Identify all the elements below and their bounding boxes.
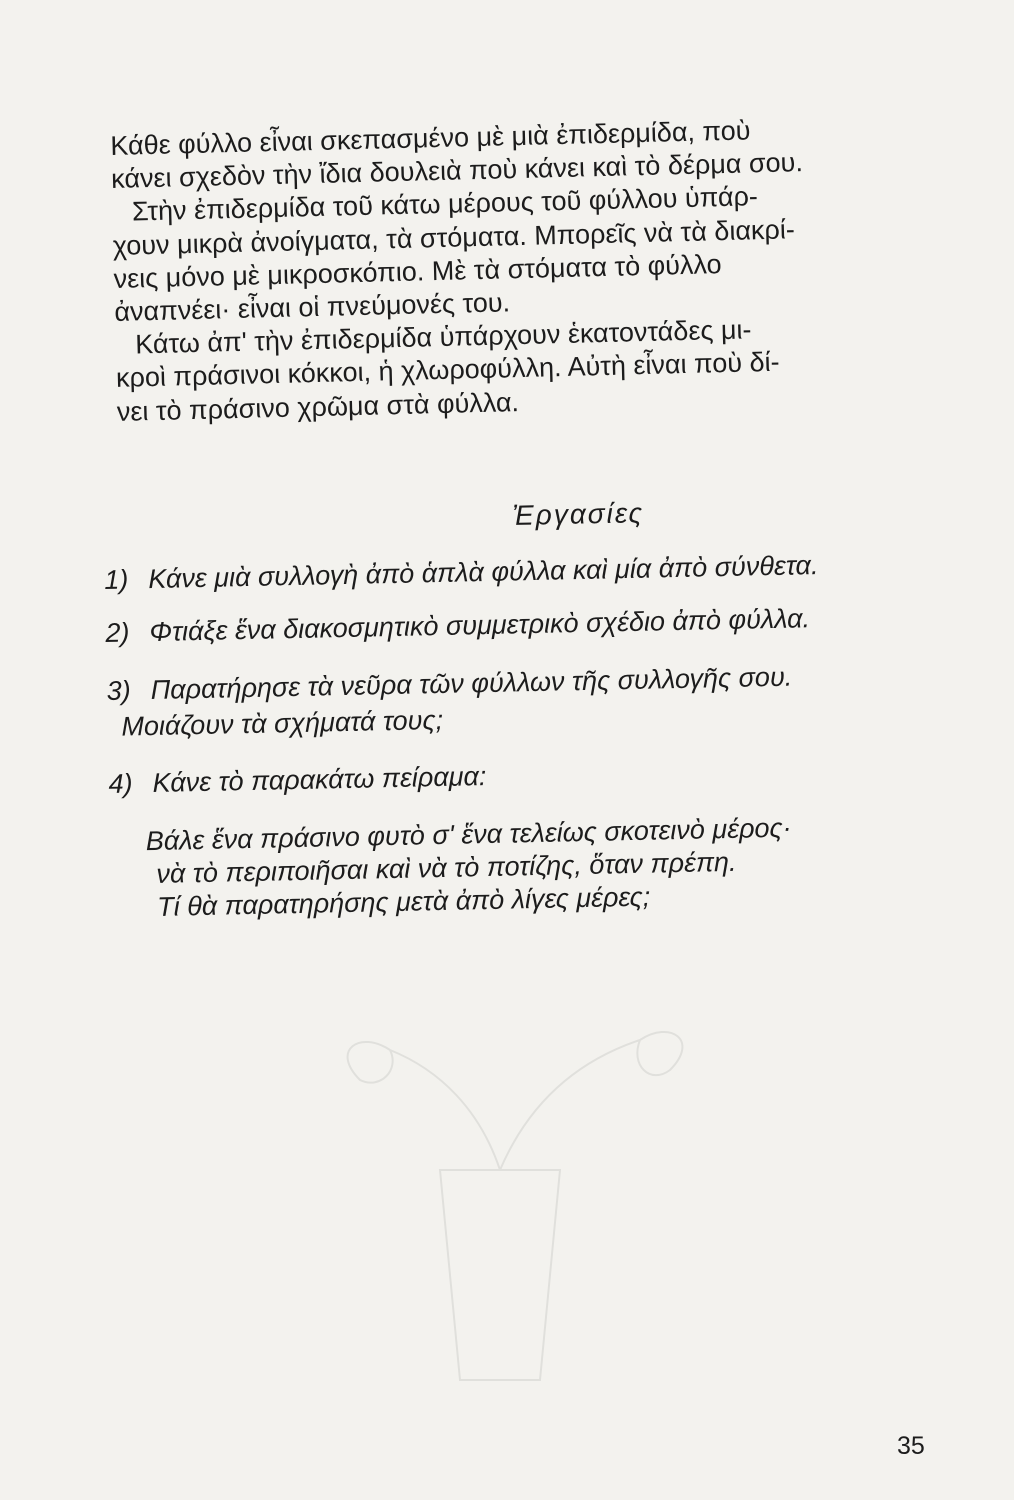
text-line: χουν μικρὰ ἀνοίγματα, τὰ στόματα. Μπορεῖς νὰ τὰ διακρί-: [112, 213, 796, 261]
experiment-line: Βάλε ἕνα πράσινο φυτὸ σ' ἕνα τελείως σκοτεινὸ μέρος·: [145, 812, 792, 857]
page-number: 35: [897, 1432, 925, 1460]
text-line: Στὴν ἐπιδερμίδα τοῦ κάτω μέρους τοῦ φύλλου ὑπάρ-: [131, 181, 759, 227]
text-line: κροὶ πράσινοι κόκκοι, ἡ χλωροφύλλη. Αὐτὴ εἶναι ποὺ δί-: [115, 347, 780, 394]
task-item: [105, 601, 925, 649]
text-line: Κάθε φύλλο εἶναι σκεπασμένο μὲ μιὰ ἐπιδερμίδα, ποὺ: [110, 115, 751, 161]
text-line: νει τὸ πράσινο χρῶμα στὰ φύλλα.: [116, 386, 520, 427]
task-item: [106, 656, 927, 745]
task-item: [108, 752, 928, 800]
paragraph: [115, 310, 917, 429]
task-item: [104, 548, 924, 596]
task-text: Παρατήρησε τὰ νεῦρα τῶν φύλλων τῆς συλλογῆς σου.: [150, 661, 793, 706]
task-number: 1): [104, 564, 129, 595]
bleed-through-illustration: [60, 990, 940, 1390]
experiment-line: νὰ τὸ περιποιῆσαι καὶ νὰ τὸ ποτίζης, ὅταν πρέπη.: [156, 846, 737, 889]
task-number: 2): [105, 617, 130, 648]
text-line: Κάτω ἀπ' τὴν ἐπιδερμίδα ὑπάρχουν ἑκατοντάδες μι-: [134, 314, 752, 360]
body-text: [110, 110, 917, 428]
task-text: Κάνε τὸ παρακάτω πείραμα:: [152, 761, 487, 799]
text-line: ἀναπνέει· εἶναι οἱ πνεύμονές του.: [114, 287, 511, 327]
task-text: Κάνε μιὰ συλλογὴ ἀπὸ ἁπλὰ φύλλα καὶ μία ἀπὸ σύνθετα.: [147, 550, 819, 595]
text-line: κάνει σχεδὸν τὴν ἴδια δουλειὰ ποὺ κάνει καὶ τὸ δέρμα σου.: [110, 147, 804, 195]
task-list: [104, 548, 931, 925]
text-line: νεις μόνο μὲ μικροσκόπιο. Μὲ τὰ στόματα τὸ φύλλο: [113, 248, 722, 294]
task-text: Φτιάξε ἕνα διακοσμητικὸ συμμετρικὸ σχέδιο ἀπὸ φύλλα.: [149, 603, 811, 648]
task-text-continued: Μοιάζουν τὰ σχήματά τους;: [121, 704, 444, 742]
paragraph: [112, 177, 915, 329]
experiment-line: Τί θὰ παρατηρήσης μετὰ ἀπὸ λίγες μέρες;: [156, 881, 651, 922]
section-heading: Ἐργασίες: [512, 497, 645, 531]
experiment-instructions: [109, 809, 931, 925]
task-number: 4): [108, 768, 133, 799]
task-number: 3): [106, 675, 131, 706]
